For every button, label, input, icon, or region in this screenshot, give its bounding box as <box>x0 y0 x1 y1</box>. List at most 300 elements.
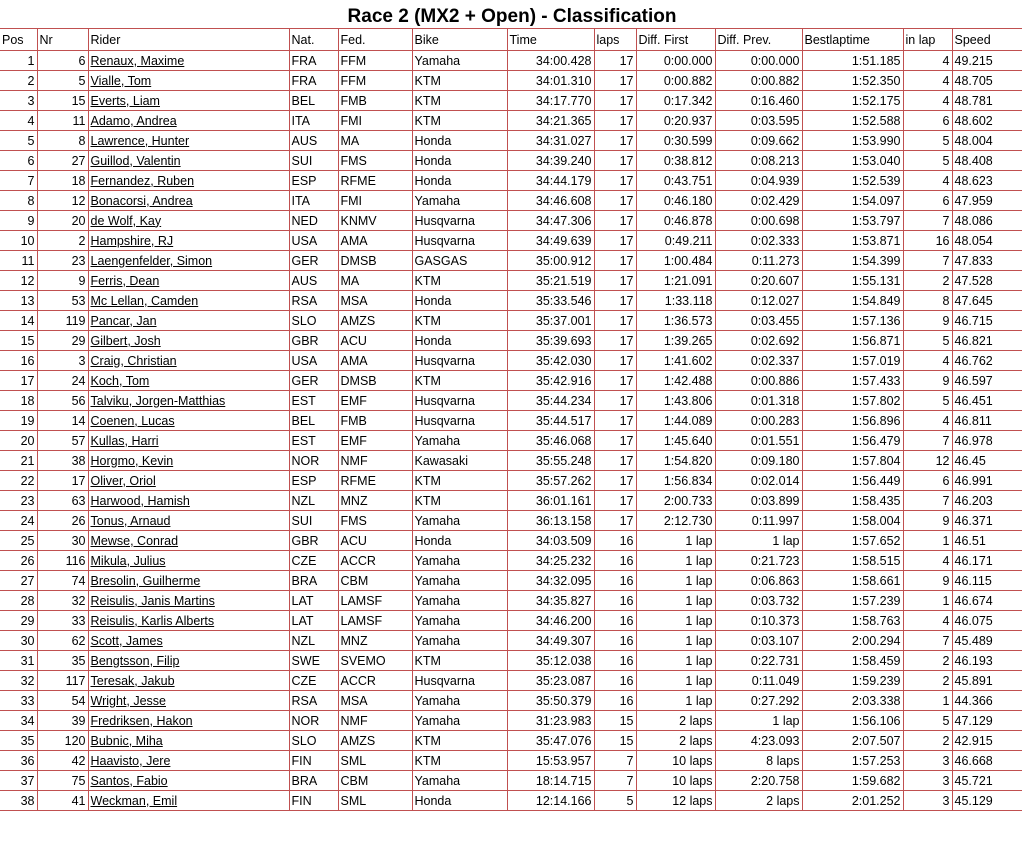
cell-bike: Honda <box>412 131 507 151</box>
cell-diff-first: 1:42.488 <box>636 371 715 391</box>
cell-bestlaptime: 1:57.433 <box>802 371 903 391</box>
rider-link[interactable]: Reisulis, Karlis Alberts <box>90 613 215 628</box>
cell-fed: FMB <box>338 411 412 431</box>
cell-nr: 3 <box>37 351 88 371</box>
cell-bike: Husqvarna <box>412 211 507 231</box>
cell-nat: ESP <box>289 471 338 491</box>
cell-bestlaptime: 1:54.399 <box>802 251 903 271</box>
cell-rider <box>88 191 289 211</box>
cell-bestlaptime: 1:53.871 <box>802 231 903 251</box>
cell-pos: 28 <box>0 591 37 611</box>
cell-time: 36:01.161 <box>507 491 594 511</box>
cell-fed: LAMSF <box>338 591 412 611</box>
cell-bike: KTM <box>412 651 507 671</box>
rider-link[interactable]: Bresolin, Guilherme <box>90 573 201 588</box>
cell-diff-prev: 0:10.373 <box>715 611 802 631</box>
cell-bestlaptime: 1:57.019 <box>802 351 903 371</box>
cell-speed: 48.004 <box>952 131 1022 151</box>
cell-diff-prev: 8 laps <box>715 751 802 771</box>
cell-in-lap: 1 <box>903 531 952 551</box>
cell-rider <box>88 671 289 691</box>
cell-laps: 17 <box>594 491 636 511</box>
cell-laps: 15 <box>594 731 636 751</box>
cell-nr: 20 <box>37 211 88 231</box>
cell-fed: FMB <box>338 91 412 111</box>
rider-link[interactable]: Tonus, Arnaud <box>90 513 171 528</box>
cell-nat: USA <box>289 231 338 251</box>
column-header-nat: Nat. <box>289 29 338 51</box>
cell-fed: FMS <box>338 151 412 171</box>
cell-bestlaptime: 1:58.459 <box>802 651 903 671</box>
cell-laps: 17 <box>594 511 636 531</box>
cell-bestlaptime: 1:56.871 <box>802 331 903 351</box>
cell-pos: 14 <box>0 311 37 331</box>
table-row <box>0 311 1022 331</box>
cell-in-lap: 6 <box>903 111 952 131</box>
cell-speed: 45.721 <box>952 771 1022 791</box>
cell-diff-prev: 0:08.213 <box>715 151 802 171</box>
cell-nr: 5 <box>37 71 88 91</box>
cell-nat: GER <box>289 251 338 271</box>
rider-link[interactable]: Ferris, Dean <box>90 273 160 288</box>
cell-rider <box>88 571 289 591</box>
cell-pos: 38 <box>0 791 37 811</box>
cell-speed: 45.129 <box>952 791 1022 811</box>
cell-in-lap: 2 <box>903 271 952 291</box>
cell-bike: KTM <box>412 91 507 111</box>
cell-speed: 46.674 <box>952 591 1022 611</box>
cell-speed: 48.054 <box>952 231 1022 251</box>
rider-link[interactable]: de Wolf, Kay <box>90 213 162 228</box>
cell-nr: 39 <box>37 711 88 731</box>
cell-laps: 17 <box>594 271 636 291</box>
rider-link[interactable]: Lawrence, Hunter <box>90 133 190 148</box>
cell-diff-first: 0:38.812 <box>636 151 715 171</box>
cell-nat: NZL <box>289 491 338 511</box>
rider-link[interactable]: Weckman, Emil <box>90 793 178 808</box>
cell-in-lap: 7 <box>903 631 952 651</box>
cell-speed: 46.451 <box>952 391 1022 411</box>
cell-laps: 15 <box>594 711 636 731</box>
cell-pos: 9 <box>0 211 37 231</box>
cell-time: 34:01.310 <box>507 71 594 91</box>
table-row <box>0 731 1022 751</box>
cell-fed: LAMSF <box>338 611 412 631</box>
cell-time: 34:35.827 <box>507 591 594 611</box>
cell-speed: 46.075 <box>952 611 1022 631</box>
cell-in-lap: 3 <box>903 771 952 791</box>
table-row <box>0 131 1022 151</box>
cell-diff-first: 1:43.806 <box>636 391 715 411</box>
cell-in-lap: 6 <box>903 471 952 491</box>
cell-nr: 41 <box>37 791 88 811</box>
cell-bike: KTM <box>412 471 507 491</box>
cell-in-lap: 4 <box>903 51 952 71</box>
rider-link[interactable]: Kullas, Harri <box>90 433 159 448</box>
table-row <box>0 591 1022 611</box>
cell-pos: 11 <box>0 251 37 271</box>
cell-nr: 18 <box>37 171 88 191</box>
cell-laps: 17 <box>594 191 636 211</box>
cell-diff-first: 1 lap <box>636 531 715 551</box>
cell-bike: Yamaha <box>412 591 507 611</box>
cell-bike: Honda <box>412 291 507 311</box>
cell-nat: NOR <box>289 451 338 471</box>
cell-rider <box>88 751 289 771</box>
cell-bestlaptime: 1:58.661 <box>802 571 903 591</box>
cell-bike: Honda <box>412 151 507 171</box>
rider-link[interactable]: Gilbert, Josh <box>90 333 161 348</box>
cell-nr: 42 <box>37 751 88 771</box>
cell-nr: 14 <box>37 411 88 431</box>
cell-bestlaptime: 1:56.106 <box>802 711 903 731</box>
cell-fed: AMZS <box>338 311 412 331</box>
rider-link[interactable]: Oliver, Oriol <box>90 473 156 488</box>
cell-laps: 7 <box>594 771 636 791</box>
cell-speed: 46.51 <box>952 531 1022 551</box>
cell-laps: 17 <box>594 371 636 391</box>
cell-speed: 48.602 <box>952 111 1022 131</box>
cell-time: 34:47.306 <box>507 211 594 231</box>
cell-speed: 47.129 <box>952 711 1022 731</box>
rider-link[interactable]: Talviku, Jorgen-Matthias <box>90 393 226 408</box>
cell-bestlaptime: 1:58.515 <box>802 551 903 571</box>
cell-nr: 2 <box>37 231 88 251</box>
cell-bestlaptime: 1:57.253 <box>802 751 903 771</box>
cell-laps: 16 <box>594 651 636 671</box>
rider-link[interactable]: Hampshire, RJ <box>90 233 174 248</box>
cell-rider <box>88 631 289 651</box>
table-row <box>0 711 1022 731</box>
table-row <box>0 51 1022 71</box>
rider-link[interactable]: Coenen, Lucas <box>90 413 175 428</box>
cell-bestlaptime: 1:58.435 <box>802 491 903 511</box>
cell-diff-first: 1 lap <box>636 671 715 691</box>
cell-rider <box>88 731 289 751</box>
cell-nr: 24 <box>37 371 88 391</box>
cell-nat: SLO <box>289 731 338 751</box>
cell-nr: 35 <box>37 651 88 671</box>
cell-diff-first: 1:45.640 <box>636 431 715 451</box>
cell-time: 34:32.095 <box>507 571 594 591</box>
column-header-bike: Bike <box>412 29 507 51</box>
cell-fed: MSA <box>338 691 412 711</box>
cell-in-lap: 3 <box>903 751 952 771</box>
table-row <box>0 611 1022 631</box>
rider-link[interactable]: Bubnic, Miha <box>90 733 163 748</box>
column-header-nr: Nr <box>37 29 88 51</box>
cell-bike: KTM <box>412 71 507 91</box>
cell-speed: 46.371 <box>952 511 1022 531</box>
cell-bestlaptime: 1:52.175 <box>802 91 903 111</box>
cell-bike: Yamaha <box>412 631 507 651</box>
table-row <box>0 291 1022 311</box>
rider-link[interactable]: Mc Lellan, Camden <box>90 293 199 308</box>
cell-fed: NMF <box>338 711 412 731</box>
rider-link[interactable]: Bengtsson, Filip <box>90 653 180 668</box>
cell-fed: ACCR <box>338 551 412 571</box>
cell-nat: ITA <box>289 191 338 211</box>
cell-fed: FFM <box>338 71 412 91</box>
table-row <box>0 391 1022 411</box>
table-row <box>0 91 1022 111</box>
cell-bestlaptime: 1:54.849 <box>802 291 903 311</box>
cell-pos: 15 <box>0 331 37 351</box>
cell-nat: BRA <box>289 571 338 591</box>
cell-speed: 42.915 <box>952 731 1022 751</box>
cell-time: 35:33.546 <box>507 291 594 311</box>
cell-bike: Honda <box>412 331 507 351</box>
cell-bike: Husqvarna <box>412 351 507 371</box>
cell-fed: CBM <box>338 571 412 591</box>
table-row <box>0 411 1022 431</box>
table-row <box>0 231 1022 251</box>
cell-in-lap: 9 <box>903 511 952 531</box>
cell-laps: 17 <box>594 231 636 251</box>
cell-nat: GER <box>289 371 338 391</box>
cell-pos: 33 <box>0 691 37 711</box>
cell-nr: 119 <box>37 311 88 331</box>
rider-link[interactable]: Koch, Tom <box>90 373 150 388</box>
cell-laps: 17 <box>594 171 636 191</box>
cell-speed: 46.715 <box>952 311 1022 331</box>
cell-diff-first: 10 laps <box>636 771 715 791</box>
cell-nr: 53 <box>37 291 88 311</box>
rider-link[interactable]: Guillod, Valentin <box>90 153 181 168</box>
cell-laps: 17 <box>594 431 636 451</box>
rider-link[interactable]: Pancar, Jan <box>90 313 157 328</box>
cell-time: 34:03.509 <box>507 531 594 551</box>
cell-in-lap: 4 <box>903 551 952 571</box>
cell-speed: 46.811 <box>952 411 1022 431</box>
cell-pos: 1 <box>0 51 37 71</box>
cell-laps: 17 <box>594 71 636 91</box>
cell-speed: 46.978 <box>952 431 1022 451</box>
cell-laps: 7 <box>594 751 636 771</box>
cell-laps: 17 <box>594 291 636 311</box>
cell-speed: 44.366 <box>952 691 1022 711</box>
cell-diff-prev: 0:02.333 <box>715 231 802 251</box>
cell-bike: Yamaha <box>412 551 507 571</box>
rider-link[interactable]: Adamo, Andrea <box>90 113 177 128</box>
cell-nat: FRA <box>289 71 338 91</box>
cell-speed: 48.408 <box>952 151 1022 171</box>
cell-time: 31:23.983 <box>507 711 594 731</box>
rider-link[interactable]: Vialle, Tom <box>90 73 152 88</box>
cell-fed: RFME <box>338 171 412 191</box>
rider-link[interactable]: Santos, Fabio <box>90 773 168 788</box>
cell-nr: 54 <box>37 691 88 711</box>
cell-nat: GBR <box>289 531 338 551</box>
cell-pos: 16 <box>0 351 37 371</box>
cell-diff-prev: 2 laps <box>715 791 802 811</box>
cell-laps: 16 <box>594 611 636 631</box>
cell-time: 34:39.240 <box>507 151 594 171</box>
cell-diff-prev: 0:00.698 <box>715 211 802 231</box>
cell-diff-prev: 0:03.899 <box>715 491 802 511</box>
cell-diff-first: 10 laps <box>636 751 715 771</box>
cell-diff-prev: 0:11.273 <box>715 251 802 271</box>
cell-time: 35:50.379 <box>507 691 594 711</box>
cell-time: 35:42.916 <box>507 371 594 391</box>
cell-time: 35:55.248 <box>507 451 594 471</box>
cell-nat: CZE <box>289 671 338 691</box>
cell-nat: SUI <box>289 151 338 171</box>
cell-time: 35:47.076 <box>507 731 594 751</box>
cell-in-lap: 9 <box>903 311 952 331</box>
cell-diff-prev: 0:00.000 <box>715 51 802 71</box>
rider-link[interactable]: Fernandez, Ruben <box>90 173 195 188</box>
cell-fed: ACCR <box>338 671 412 691</box>
rider-link[interactable]: Haavisto, Jere <box>90 753 171 768</box>
cell-diff-prev: 0:03.595 <box>715 111 802 131</box>
cell-diff-first: 1:36.573 <box>636 311 715 331</box>
cell-pos: 3 <box>0 91 37 111</box>
rider-link[interactable]: Scott, James <box>90 633 163 648</box>
cell-in-lap: 7 <box>903 251 952 271</box>
cell-in-lap: 9 <box>903 371 952 391</box>
cell-fed: DMSB <box>338 371 412 391</box>
cell-time: 34:31.027 <box>507 131 594 151</box>
cell-nr: 120 <box>37 731 88 751</box>
rider-link[interactable]: Horgmo, Kevin <box>90 453 174 468</box>
rider-link[interactable]: Reisulis, Janis Martins <box>90 593 215 608</box>
cell-bike: Yamaha <box>412 611 507 631</box>
cell-bike: GASGAS <box>412 251 507 271</box>
cell-nat: NOR <box>289 711 338 731</box>
cell-pos: 27 <box>0 571 37 591</box>
cell-diff-first: 2:12.730 <box>636 511 715 531</box>
cell-nr: 26 <box>37 511 88 531</box>
cell-diff-first: 0:43.751 <box>636 171 715 191</box>
table-row <box>0 451 1022 471</box>
cell-diff-prev: 1 lap <box>715 711 802 731</box>
cell-rider <box>88 231 289 251</box>
cell-time: 35:00.912 <box>507 251 594 271</box>
cell-pos: 36 <box>0 751 37 771</box>
cell-pos: 29 <box>0 611 37 631</box>
rider-link[interactable]: Mikula, Julius <box>90 553 166 568</box>
cell-in-lap: 6 <box>903 191 952 211</box>
table-row <box>0 251 1022 271</box>
rider-link[interactable]: Craig, Christian <box>90 353 177 368</box>
rider-link[interactable]: Fredriksen, Hakon <box>90 713 193 728</box>
table-row <box>0 171 1022 191</box>
cell-pos: 26 <box>0 551 37 571</box>
cell-bike: Honda <box>412 531 507 551</box>
cell-speed: 48.086 <box>952 211 1022 231</box>
cell-rider <box>88 531 289 551</box>
cell-bike: KTM <box>412 371 507 391</box>
column-header-fed: Fed. <box>338 29 412 51</box>
cell-laps: 16 <box>594 551 636 571</box>
cell-nat: EST <box>289 391 338 411</box>
cell-bike: KTM <box>412 111 507 131</box>
rider-link[interactable]: Renaux, Maxime <box>90 53 185 68</box>
cell-time: 34:46.608 <box>507 191 594 211</box>
rider-link[interactable]: Laengenfelder, Simon <box>90 253 213 268</box>
cell-time: 34:49.639 <box>507 231 594 251</box>
cell-rider <box>88 271 289 291</box>
cell-bestlaptime: 1:52.588 <box>802 111 903 131</box>
cell-nat: NZL <box>289 631 338 651</box>
column-header-laps: laps <box>594 29 636 51</box>
cell-diff-first: 1 lap <box>636 631 715 651</box>
cell-in-lap: 5 <box>903 131 952 151</box>
cell-diff-prev: 0:20.607 <box>715 271 802 291</box>
cell-speed: 46.991 <box>952 471 1022 491</box>
cell-rider <box>88 711 289 731</box>
cell-time: 18:14.715 <box>507 771 594 791</box>
cell-fed: FMS <box>338 511 412 531</box>
cell-fed: FFM <box>338 51 412 71</box>
cell-speed: 47.645 <box>952 291 1022 311</box>
cell-in-lap: 8 <box>903 291 952 311</box>
cell-bestlaptime: 1:59.682 <box>802 771 903 791</box>
cell-diff-first: 2:00.733 <box>636 491 715 511</box>
cell-diff-first: 0:46.878 <box>636 211 715 231</box>
cell-diff-prev: 0:02.692 <box>715 331 802 351</box>
cell-in-lap: 4 <box>903 71 952 91</box>
cell-bike: Honda <box>412 171 507 191</box>
table-header-row <box>0 29 1022 51</box>
table-body <box>0 51 1022 811</box>
cell-fed: SML <box>338 791 412 811</box>
rider-link[interactable]: Harwood, Hamish <box>90 493 190 508</box>
rider-link[interactable]: Teresak, Jakub <box>90 673 175 688</box>
cell-time: 35:37.001 <box>507 311 594 331</box>
cell-diff-prev: 0:21.723 <box>715 551 802 571</box>
cell-speed: 45.891 <box>952 671 1022 691</box>
cell-bike: KTM <box>412 271 507 291</box>
cell-rider <box>88 411 289 431</box>
cell-pos: 23 <box>0 491 37 511</box>
rider-link[interactable]: Mewse, Conrad <box>90 533 179 548</box>
cell-pos: 30 <box>0 631 37 651</box>
cell-time: 12:14.166 <box>507 791 594 811</box>
cell-nr: 33 <box>37 611 88 631</box>
cell-nr: 29 <box>37 331 88 351</box>
cell-laps: 16 <box>594 531 636 551</box>
cell-speed: 46.821 <box>952 331 1022 351</box>
cell-laps: 17 <box>594 91 636 111</box>
table-row <box>0 571 1022 591</box>
cell-bestlaptime: 1:52.539 <box>802 171 903 191</box>
column-header-time: Time <box>507 29 594 51</box>
cell-laps: 17 <box>594 411 636 431</box>
cell-bike: Yamaha <box>412 691 507 711</box>
cell-nat: SLO <box>289 311 338 331</box>
cell-diff-prev: 0:22.731 <box>715 651 802 671</box>
rider-link[interactable]: Wright, Jesse <box>90 693 166 708</box>
cell-diff-prev: 2:20.758 <box>715 771 802 791</box>
rider-link[interactable]: Bonacorsi, Andrea <box>90 193 193 208</box>
cell-laps: 16 <box>594 691 636 711</box>
cell-pos: 35 <box>0 731 37 751</box>
cell-laps: 17 <box>594 251 636 271</box>
cell-bestlaptime: 1:55.131 <box>802 271 903 291</box>
table-row <box>0 351 1022 371</box>
cell-bike: KTM <box>412 751 507 771</box>
cell-bestlaptime: 1:51.185 <box>802 51 903 71</box>
rider-link[interactable]: Everts, Liam <box>90 93 160 108</box>
cell-diff-prev: 1 lap <box>715 531 802 551</box>
cell-diff-prev: 0:03.455 <box>715 311 802 331</box>
cell-time: 34:00.428 <box>507 51 594 71</box>
cell-pos: 20 <box>0 431 37 451</box>
cell-time: 15:53.957 <box>507 751 594 771</box>
cell-diff-first: 0:49.211 <box>636 231 715 251</box>
